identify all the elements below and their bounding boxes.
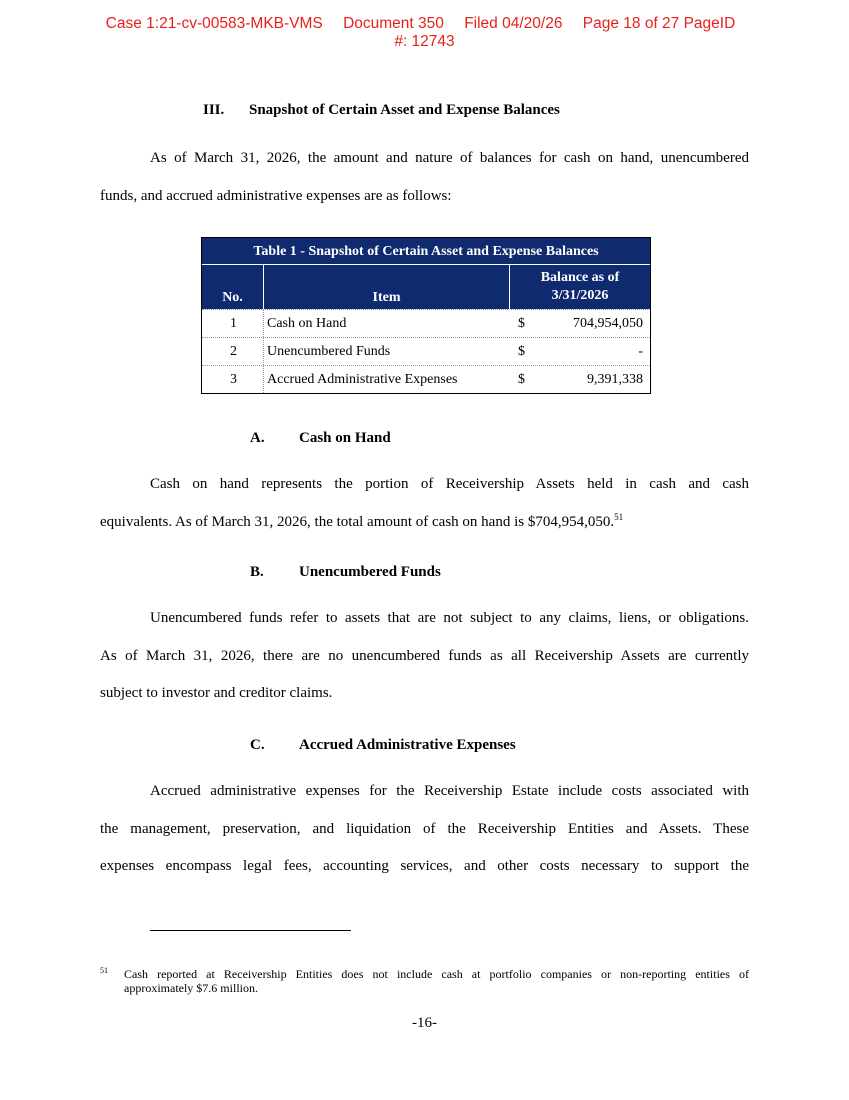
row-number: 2 bbox=[202, 338, 264, 365]
paragraph-line: As of March 31, 2026, there are no unencumbered funds as all Receivership Assets are currently bbox=[100, 647, 749, 664]
paragraph-line: equivalents. As of March 31, 2026, the total amount of cash on hand is $704,954,050.51 bbox=[100, 511, 624, 530]
row-currency: $ bbox=[518, 344, 525, 359]
paragraph-line: expenses encompass legal fees, accounting services, and other costs necessary to support the bbox=[100, 858, 749, 874]
paragraph-line: the management, preservation, and liquidation of the Receivership Entities and Assets. These bbox=[100, 820, 749, 837]
document-number: Document 350 bbox=[343, 15, 444, 32]
subsection-title: Unencumbered Funds bbox=[299, 564, 441, 580]
subsection-letter: C. bbox=[250, 737, 265, 753]
footnote bbox=[100, 968, 749, 995]
paragraph-line: subject to investor and creditor claims. bbox=[100, 685, 333, 701]
section-title: Snapshot of Certain Asset and Expense Balances bbox=[249, 102, 560, 118]
column-header-no: No. bbox=[202, 265, 264, 309]
filed-date: Filed 04/20/26 bbox=[464, 15, 563, 32]
case-number: Case 1:21-cv-00583-MKB-VMS bbox=[105, 15, 323, 32]
footnote-line: approximately $7.6 million. bbox=[124, 980, 258, 995]
row-amount: 704,954,050 bbox=[573, 316, 643, 331]
balances-table bbox=[201, 237, 651, 394]
section-heading bbox=[203, 102, 560, 119]
page-id: #: 12743 bbox=[394, 33, 455, 50]
table-header-row bbox=[202, 265, 650, 309]
column-header-item: Item bbox=[264, 265, 510, 309]
footnote-number: 51 bbox=[100, 966, 108, 975]
intro-paragraph bbox=[100, 140, 749, 215]
subsection-title: Cash on Hand bbox=[299, 430, 391, 446]
subsection-title: Accrued Administrative Expenses bbox=[299, 737, 516, 753]
row-item: Accrued Administrative Expenses bbox=[267, 372, 458, 387]
table-title: Table 1 - Snapshot of Certain Asset and Expense Balances bbox=[202, 238, 650, 265]
balance-header-line: Balance as of bbox=[540, 270, 620, 285]
row-item: Cash on Hand bbox=[267, 316, 347, 331]
row-number: 1 bbox=[202, 310, 264, 337]
paragraph-line: As of March 31, 2026, the amount and nature of balances for cash on hand, unencumbered bbox=[150, 150, 749, 166]
footnote-line: Cash reported at Receivership Entities does not include cash at portfolio companies or non-reporting entities of bbox=[124, 967, 749, 981]
row-number: 3 bbox=[202, 366, 264, 393]
row-amount: 9,391,338 bbox=[587, 372, 643, 387]
paragraph-line: Cash on hand represents the portion of Receivership Assets held in cash and cash bbox=[150, 476, 749, 492]
table-row bbox=[202, 365, 650, 393]
footnote-divider bbox=[150, 930, 351, 931]
subsection-letter: A. bbox=[250, 430, 265, 446]
subsection-heading-unencumbered bbox=[250, 564, 441, 581]
row-currency: $ bbox=[518, 372, 525, 387]
court-filing-header bbox=[0, 15, 849, 51]
page-number: -16- bbox=[412, 1015, 437, 1031]
row-amount: - bbox=[638, 344, 643, 359]
footnote-text bbox=[124, 968, 749, 995]
subsection-heading-accrued bbox=[250, 737, 516, 754]
subsection-letter: B. bbox=[250, 564, 264, 580]
footnote-reference[interactable]: 51 bbox=[614, 511, 624, 522]
paragraph-line: Unencumbered funds refer to assets that are not subject to any claims, liens, or obligations. bbox=[150, 610, 749, 626]
row-currency: $ bbox=[518, 316, 525, 331]
accrued-paragraph bbox=[100, 773, 749, 886]
row-item: Unencumbered Funds bbox=[267, 344, 391, 359]
cash-paragraph bbox=[100, 466, 749, 541]
balance-header-line: 3/31/2026 bbox=[551, 288, 609, 303]
unencumbered-paragraph bbox=[100, 600, 749, 713]
paragraph-line: funds, and accrued administrative expenses are as follows: bbox=[100, 187, 452, 204]
page-info: Page 18 of 27 PageID bbox=[582, 15, 736, 32]
column-header-balance bbox=[510, 265, 650, 309]
subsection-heading-cash bbox=[250, 430, 391, 447]
table-row bbox=[202, 309, 650, 337]
paragraph-line: Accrued administrative expenses for the Receivership Estate include costs associated with bbox=[150, 783, 749, 799]
section-number: III. bbox=[203, 102, 225, 118]
table-row bbox=[202, 337, 650, 365]
